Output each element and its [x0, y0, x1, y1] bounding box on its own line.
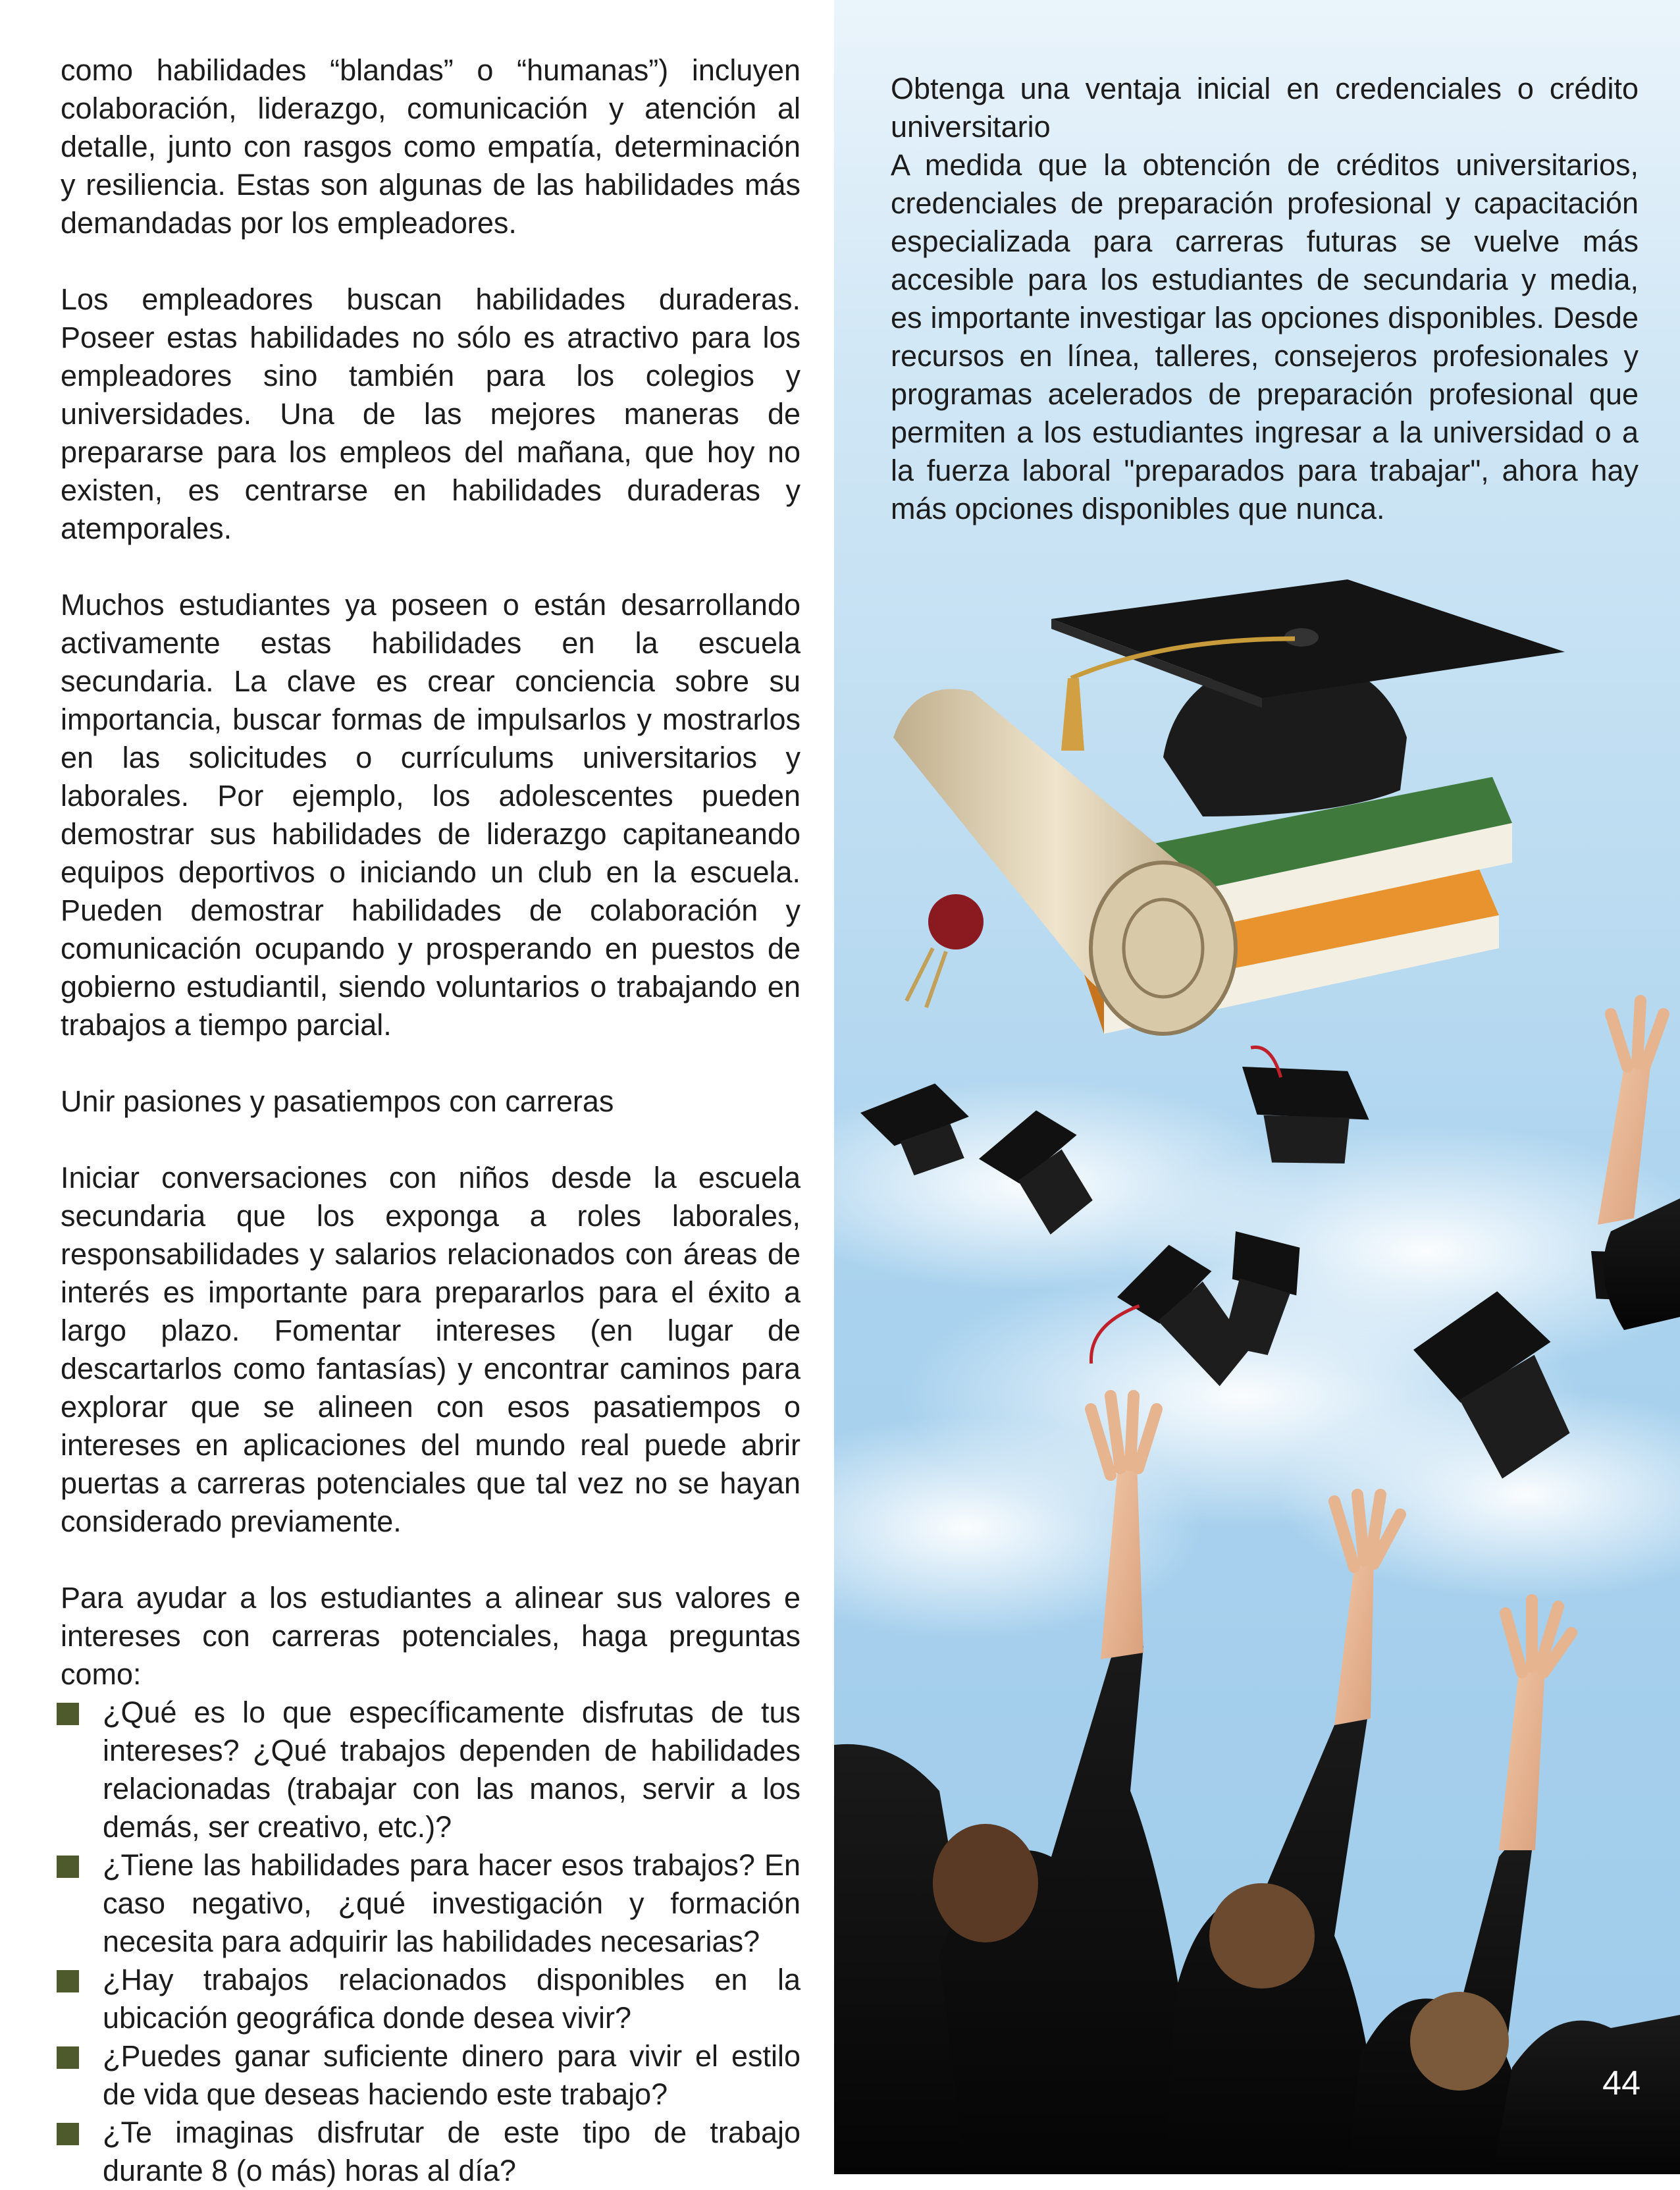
square-bullet-icon	[57, 2123, 79, 2145]
questions-list	[61, 1694, 801, 2190]
list-item: ¿Hay trabajos relacionados disponibles en la ubicación geográfica donde desea vivir?	[61, 1961, 801, 2037]
section-heading-passions: Unir pasiones y pasatiempos con carreras	[61, 1084, 614, 1118]
square-bullet-icon	[57, 1703, 79, 1725]
paragraph-credentials: A medida que la obtención de créditos universitarios, credenciales de preparación profesional y capacitación especializada para carreras futuras se vuelve más accesible para los estudiantes de secundaria y media, es importante investigar las opciones disponibles. Desde recursos en línea, talleres, consejeros profesionales y programas acelerados de preparación profesional que permiten a los estudiantes ingresar a la universidad o a la fuerza laboral "preparados para trabajar", ahora hay más opciones disponibles que nunca.	[891, 148, 1639, 525]
paragraph-students-skills: Muchos estudiantes ya poseen o están desarrollando activamente estas habilidades en la escuela secundaria. La clave es crear conciencia sobre su importancia, buscar formas de impulsarlos y mostrarlos en las solicitudes o currículums universitarios y laborales. Por ejemplo, los adolescentes pueden demostrar sus habilidades de liderazgo capitaneando equipos deportivos o iniciando un club en la escuela. Pueden demostrar habilidades de colaboración y comunicación ocupando y prosperando en puestos de gobierno estudiantil, siendo voluntarios o trabajando en trabajos a tiempo parcial.	[61, 588, 801, 1042]
section-heading-credentials: Obtenga una ventaja inicial en credenciales o crédito universitario	[891, 72, 1639, 144]
graduation-illustration	[834, 540, 1680, 2174]
list-item: ¿Te imaginas disfrutar de este tipo de trabajo durante 8 (o más) horas al día?	[61, 2114, 801, 2190]
list-item: ¿Tiene las habilidades para hacer esos trabajos? En caso negativo, ¿qué investigación y formación necesita para adquirir las habilidades necesarias?	[61, 1846, 801, 1961]
paragraph-questions-intro: Para ayudar a los estudiantes a alinear sus valores e intereses con carreras potenciales, haga preguntas como:	[61, 1581, 801, 1691]
clouds	[834, 1080, 1680, 1640]
graduation-image-panel	[834, 0, 1680, 2174]
square-bullet-icon	[57, 1970, 79, 1992]
list-item: ¿Qué es lo que específicamente disfrutas de tus intereses? ¿Qué trabajos dependen de habilidades relacionadas (trabajar con las manos, servir a los demás, ser creativo, etc.)?	[61, 1694, 801, 1846]
square-bullet-icon	[57, 1856, 79, 1878]
list-item: ¿Puedes ganar suficiente dinero para vivir el estilo de vida que deseas haciendo este trabajo?	[61, 2037, 801, 2114]
paragraph-soft-skills: como habilidades “blandas” o “humanas”) incluyen colaboración, liderazgo, comunicación y atención al detalle, junto con rasgos como empatía, determinación y resiliencia. Estas son algunas de las habilidades más demandadas por los empleadores.	[61, 53, 801, 240]
right-column-text	[891, 70, 1639, 528]
page-number: 44	[1602, 2064, 1641, 2102]
paragraph-durable-skills: Los empleadores buscan habilidades duraderas. Poseer estas habilidades no sólo es atractivo para los empleadores sino también para los colegios y universidades. Una de las mejores maneras de prepararse para los empleos del mañana, que hoy no existen, es centrarse en habilidades duraderas y atemporales.	[61, 282, 801, 545]
paragraph-conversations: Iniciar conversaciones con niños desde la escuela secundaria que los exponga a roles laborales, responsabilidades y salarios relacionados con áreas de interés es importante para prepararlos para el éxito a largo plazo. Fomentar intereses (en lugar de descartarlos como fantasías) y encontrar caminos para explorar que se alineen con esos pasatiempos o intereses en aplicaciones del mundo real puede abrir puertas a carreras potenciales que tal vez no se hayan considerado previamente.	[61, 1161, 801, 1538]
square-bullet-icon	[57, 2046, 79, 2069]
left-column	[61, 51, 801, 2190]
